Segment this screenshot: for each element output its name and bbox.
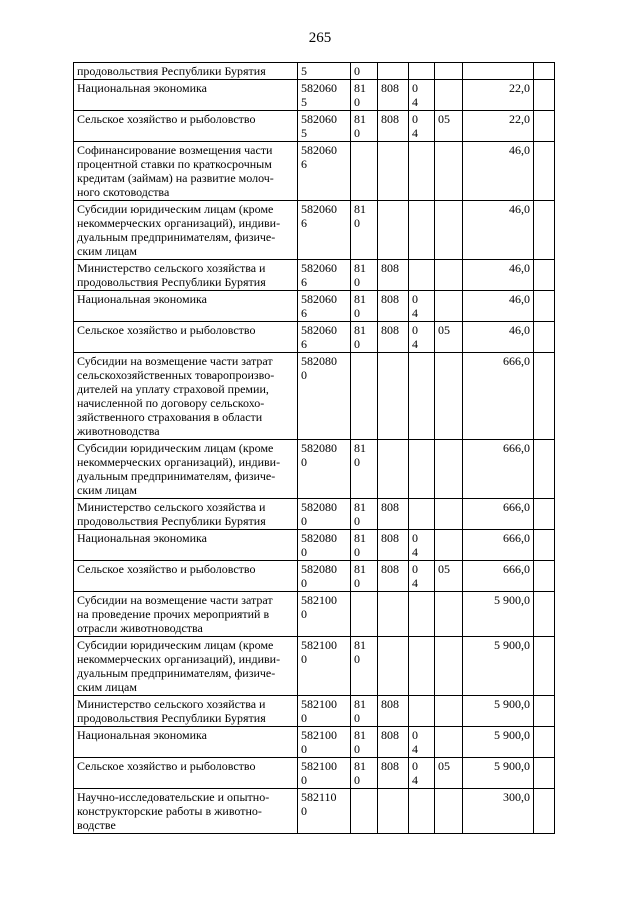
row-target-code-cell: 582100 0 [298,696,351,727]
row-target-code-cell: 582080 0 [298,440,351,499]
row-extra-cell [534,260,555,291]
table-row [74,696,555,727]
row-name-cell: Министерство сельского хозяйства и продовольствия Республики Бурятия [74,696,298,727]
row-subsection-cell [435,201,463,260]
table-row [74,353,555,440]
row-ministry-code-cell: 808 [378,291,409,322]
row-amount-cell: 5 900,0 [463,727,534,758]
row-name-cell: Сельское хозяйство и рыболовство [74,322,298,353]
table-row [74,530,555,561]
row-ministry-code-cell: 808 [378,322,409,353]
row-amount-cell: 5 900,0 [463,696,534,727]
page-number: 265 [308,30,332,46]
row-amount-cell: 46,0 [463,260,534,291]
row-extra-cell [534,561,555,592]
row-target-code-cell: 582060 5 [298,111,351,142]
row-amount-cell: 5 900,0 [463,637,534,696]
row-target-code-cell: 582100 0 [298,637,351,696]
row-ministry-code-cell: 808 [378,561,409,592]
row-target-code-cell: 582060 6 [298,322,351,353]
row-name-cell: Сельское хозяйство и рыболовство [74,111,298,142]
row-extra-cell [534,111,555,142]
row-section-cell: 0 4 [409,727,435,758]
row-name-cell: Сельское хозяйство и рыболовство [74,561,298,592]
row-ministry-code-cell [378,63,409,80]
budget-table [73,62,555,834]
row-ministry-code-cell: 808 [378,530,409,561]
row-section-cell [409,260,435,291]
row-section-cell: 0 4 [409,758,435,789]
row-expense-type-cell: 81 0 [351,758,378,789]
row-target-code-cell: 582080 0 [298,561,351,592]
row-ministry-code-cell [378,637,409,696]
row-name-cell: Министерство сельского хозяйства и продовольствия Республики Бурятия [74,260,298,291]
row-subsection-cell: 05 [435,758,463,789]
row-section-cell [409,696,435,727]
row-expense-type-cell: 81 0 [351,696,378,727]
row-subsection-cell [435,440,463,499]
row-extra-cell [534,353,555,440]
row-target-code-cell: 582060 6 [298,260,351,291]
row-extra-cell [534,291,555,322]
table-body [74,63,555,834]
row-amount-cell [463,63,534,80]
row-subsection-cell: 05 [435,561,463,592]
table-row [74,758,555,789]
table-row [74,440,555,499]
row-subsection-cell [435,499,463,530]
row-subsection-cell [435,291,463,322]
row-section-cell [409,499,435,530]
row-name-cell: продовольствия Республики Бурятия [74,63,298,80]
row-ministry-code-cell: 808 [378,111,409,142]
row-amount-cell: 5 900,0 [463,592,534,637]
row-expense-type-cell [351,142,378,201]
row-name-cell: Национальная экономика [74,80,298,111]
table-row [74,592,555,637]
table-row [74,561,555,592]
row-name-cell: Софинансирование возмещения части процентной ставки по краткосрочным кредитам (займам) на развитие молоч- ного скотоводства [74,142,298,201]
row-section-cell [409,142,435,201]
row-expense-type-cell: 81 0 [351,111,378,142]
table-row [74,111,555,142]
row-name-cell: Министерство сельского хозяйства и продовольствия Республики Бурятия [74,499,298,530]
table-row [74,637,555,696]
row-subsection-cell: 05 [435,322,463,353]
row-name-cell: Национальная экономика [74,530,298,561]
row-subsection-cell [435,63,463,80]
row-target-code-cell: 582100 0 [298,592,351,637]
row-expense-type-cell [351,789,378,834]
row-ministry-code-cell [378,592,409,637]
row-section-cell: 0 4 [409,291,435,322]
row-extra-cell [534,789,555,834]
row-extra-cell [534,322,555,353]
row-subsection-cell [435,530,463,561]
table-row [74,727,555,758]
row-name-cell: Национальная экономика [74,727,298,758]
row-section-cell: 0 4 [409,111,435,142]
row-subsection-cell [435,789,463,834]
row-ministry-code-cell: 808 [378,499,409,530]
row-ministry-code-cell [378,440,409,499]
table-row [74,63,555,80]
row-ministry-code-cell [378,789,409,834]
row-amount-cell: 46,0 [463,322,534,353]
row-name-cell: Субсидии юридическим лицам (кроме некоммерческих организаций), индиви- дуальным предпринимателям, физиче- ским лицам [74,440,298,499]
row-section-cell [409,637,435,696]
table-row [74,80,555,111]
row-expense-type-cell [351,353,378,440]
row-amount-cell: 46,0 [463,142,534,201]
row-extra-cell [534,758,555,789]
row-amount-cell: 22,0 [463,111,534,142]
row-ministry-code-cell: 808 [378,80,409,111]
row-name-cell: Научно-исследовательские и опытно- конструкторские работы в животно- водстве [74,789,298,834]
row-extra-cell [534,637,555,696]
row-subsection-cell [435,592,463,637]
row-ministry-code-cell [378,353,409,440]
row-expense-type-cell: 81 0 [351,440,378,499]
table-row [74,260,555,291]
row-section-cell [409,353,435,440]
row-name-cell: Субсидии на возмещение части затрат на проведение прочих мероприятий в отрасли животноводства [74,592,298,637]
row-target-code-cell: 582060 5 [298,80,351,111]
table-row [74,201,555,260]
table-row [74,322,555,353]
row-target-code-cell: 582110 0 [298,789,351,834]
table-row [74,499,555,530]
table-row [74,142,555,201]
table-row [74,789,555,834]
row-name-cell: Субсидии на возмещение части затрат сельскохозяйственных товаропроизво- дителей на уплату страховой премии, начисленной по договору сельскохо- зяйственного страхования в области животноводства [74,353,298,440]
row-expense-type-cell: 81 0 [351,530,378,561]
row-section-cell: 0 4 [409,530,435,561]
row-section-cell: 0 4 [409,561,435,592]
row-amount-cell: 666,0 [463,440,534,499]
row-expense-type-cell: 81 0 [351,201,378,260]
row-ministry-code-cell: 808 [378,696,409,727]
row-name-cell: Национальная экономика [74,291,298,322]
row-section-cell [409,592,435,637]
row-name-cell: Субсидии юридическим лицам (кроме некоммерческих организаций), индиви- дуальным предпринимателям, физиче- ским лицам [74,637,298,696]
row-extra-cell [534,530,555,561]
row-amount-cell: 5 900,0 [463,758,534,789]
row-expense-type-cell: 81 0 [351,727,378,758]
row-expense-type-cell: 81 0 [351,561,378,592]
row-subsection-cell: 05 [435,111,463,142]
row-extra-cell [534,142,555,201]
row-expense-type-cell: 81 0 [351,499,378,530]
row-section-cell [409,201,435,260]
row-expense-type-cell: 81 0 [351,80,378,111]
row-extra-cell [534,696,555,727]
row-target-code-cell: 582060 6 [298,201,351,260]
row-name-cell: Субсидии юридическим лицам (кроме некоммерческих организаций), индиви- дуальным предпринимателям, физиче- ским лицам [74,201,298,260]
row-extra-cell [534,727,555,758]
row-target-code-cell: 5 [298,63,351,80]
row-expense-type-cell: 0 [351,63,378,80]
table-row [74,291,555,322]
row-expense-type-cell [351,592,378,637]
row-section-cell: 0 4 [409,322,435,353]
row-target-code-cell: 582080 0 [298,353,351,440]
row-amount-cell: 46,0 [463,201,534,260]
row-expense-type-cell: 81 0 [351,291,378,322]
row-target-code-cell: 582060 6 [298,291,351,322]
row-expense-type-cell: 81 0 [351,322,378,353]
row-amount-cell: 300,0 [463,789,534,834]
row-section-cell [409,440,435,499]
row-amount-cell: 46,0 [463,291,534,322]
row-subsection-cell [435,260,463,291]
row-section-cell [409,789,435,834]
row-extra-cell [534,63,555,80]
row-extra-cell [534,499,555,530]
row-name-cell: Сельское хозяйство и рыболовство [74,758,298,789]
row-amount-cell: 666,0 [463,499,534,530]
row-subsection-cell [435,142,463,201]
row-amount-cell: 22,0 [463,80,534,111]
row-expense-type-cell: 81 0 [351,637,378,696]
row-extra-cell [534,592,555,637]
row-amount-cell: 666,0 [463,353,534,440]
row-ministry-code-cell [378,201,409,260]
row-ministry-code-cell: 808 [378,260,409,291]
row-extra-cell [534,80,555,111]
row-subsection-cell [435,696,463,727]
row-ministry-code-cell [378,142,409,201]
row-section-cell [409,63,435,80]
row-amount-cell: 666,0 [463,530,534,561]
row-target-code-cell: 582100 0 [298,758,351,789]
row-subsection-cell [435,727,463,758]
row-subsection-cell [435,80,463,111]
row-expense-type-cell: 81 0 [351,260,378,291]
row-extra-cell [534,201,555,260]
row-subsection-cell [435,353,463,440]
row-ministry-code-cell: 808 [378,727,409,758]
row-target-code-cell: 582080 0 [298,530,351,561]
row-target-code-cell: 582060 6 [298,142,351,201]
row-extra-cell [534,440,555,499]
row-subsection-cell [435,637,463,696]
row-ministry-code-cell: 808 [378,758,409,789]
row-section-cell: 0 4 [409,80,435,111]
row-target-code-cell: 582100 0 [298,727,351,758]
row-amount-cell: 666,0 [463,561,534,592]
row-target-code-cell: 582080 0 [298,499,351,530]
